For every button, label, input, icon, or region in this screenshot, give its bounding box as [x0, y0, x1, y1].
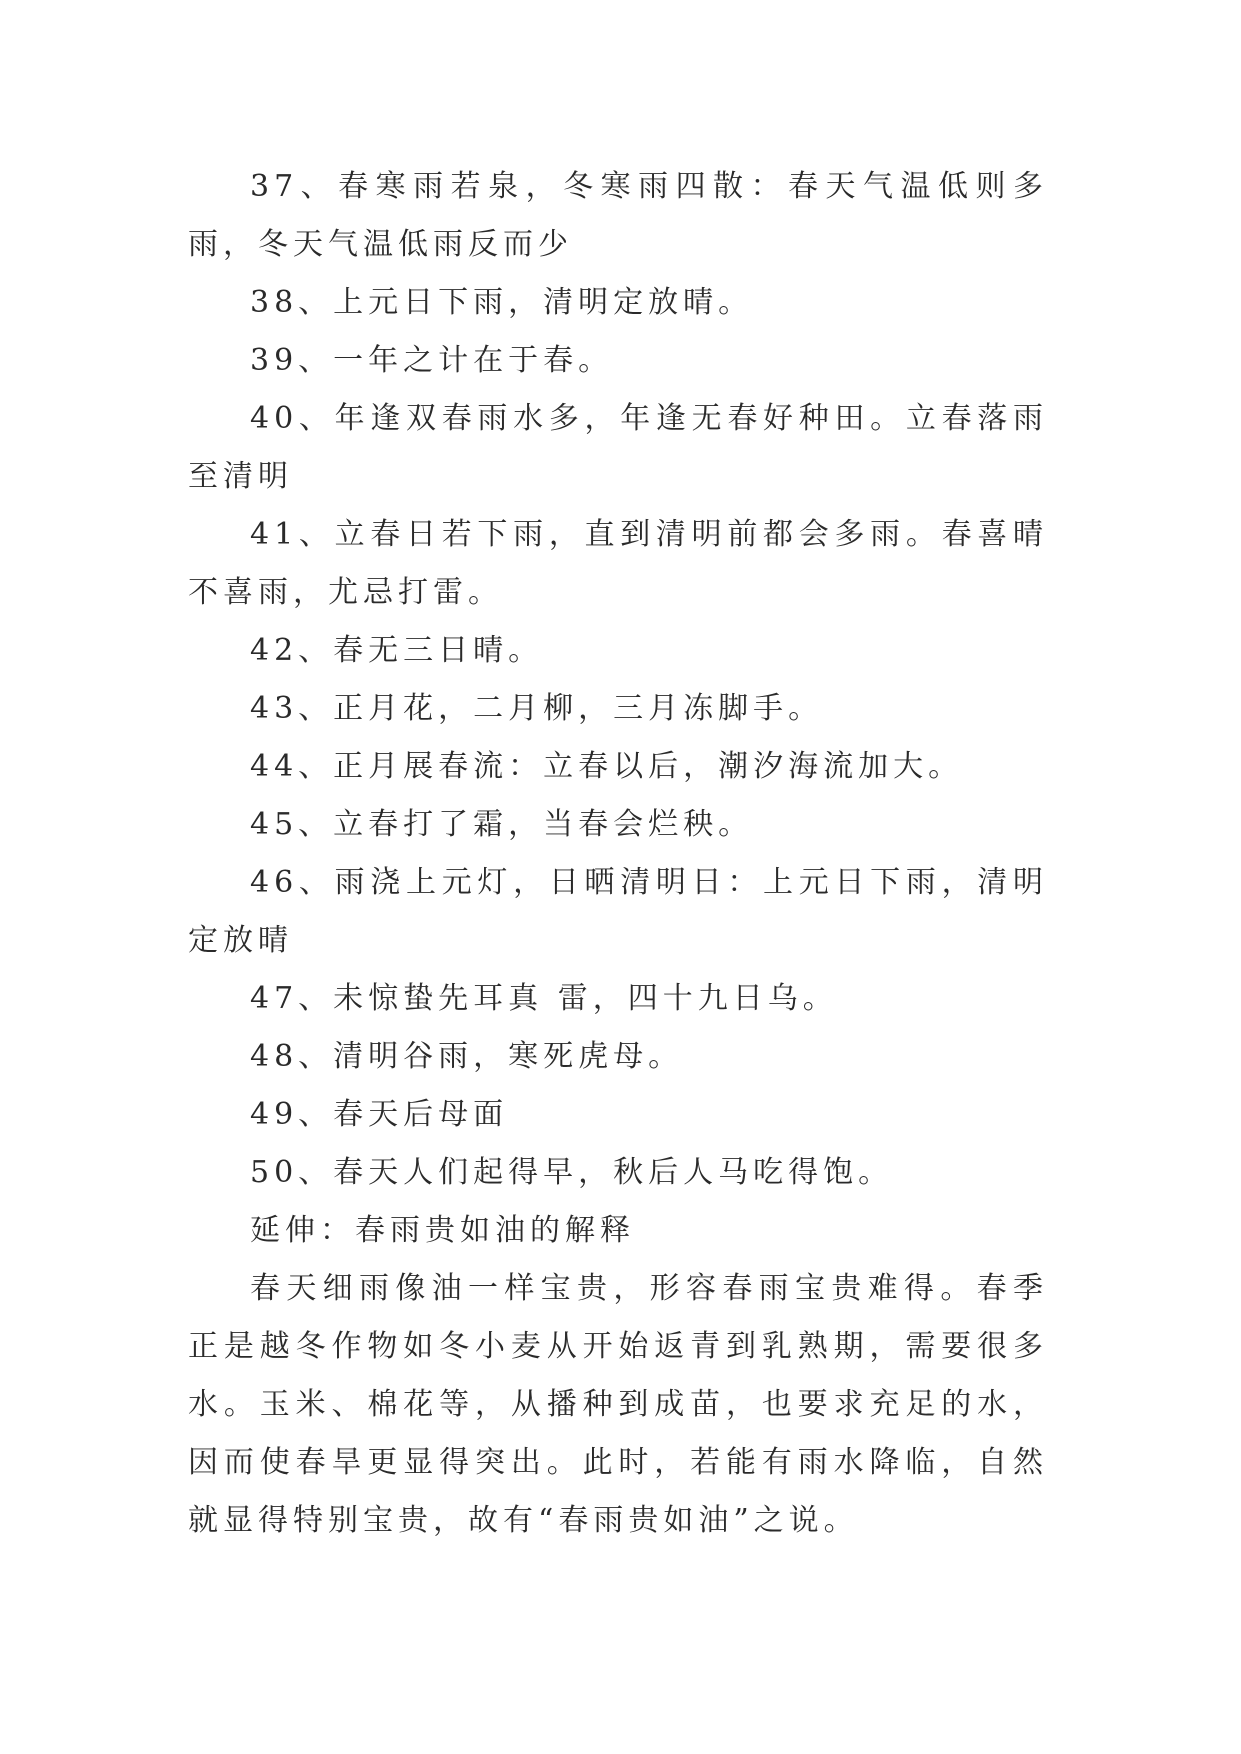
proverb-44: 44、正月展春流：立春以后，潮汐海流加大。 [250, 749, 964, 784]
proverb-50: 50、春天人们起得早，秋后人马吃得饱。 [250, 1155, 894, 1190]
extension-paragraph: 春天细雨像油一样宝贵，形容春雨宝贵难得。春季正是越冬作物如冬小麦从开始返青到乳熟期，需要很多水。玉米、棉花等，从播种到成苗，也要求充足的水，因而使春旱更显得突出。此时，若能有雨水降临，自然就显得特别宝贵，故有“春雨贵如油”之说。 [188, 1271, 1048, 1538]
proverb-37: 37、春寒雨若泉，冬寒雨四散：春天气温低则多雨，冬天气温低雨反而少 [188, 169, 1048, 262]
proverb-40: 40、年逢双春雨水多，年逢无春好种田。立春落雨至清明 [188, 401, 1048, 494]
proverb-45: 45、立春打了霜，当春会烂秧。 [250, 807, 754, 842]
proverb-39: 39、一年之计在于春。 [250, 343, 614, 378]
proverb-46: 46、雨浇上元灯，日晒清明日：上元日下雨，清明定放晴 [188, 865, 1048, 958]
proverb-42: 42、春无三日晴。 [250, 633, 544, 668]
proverb-49: 49、春天后母面 [250, 1097, 509, 1132]
extension-heading: 延伸：春雨贵如油的解释 [250, 1213, 635, 1248]
proverb-38: 38、上元日下雨，清明定放晴。 [250, 285, 754, 320]
document-body [188, 158, 1048, 1550]
proverb-48: 48、清明谷雨，寒死虎母。 [250, 1039, 684, 1074]
proverb-43: 43、正月花，二月柳，三月冻脚手。 [250, 691, 824, 726]
proverb-41: 41、立春日若下雨，直到清明前都会多雨。春喜晴不喜雨，尤忌打雷。 [188, 517, 1048, 610]
proverb-47: 47、未惊蛰先耳真 雷，四十九日乌。 [250, 981, 838, 1016]
